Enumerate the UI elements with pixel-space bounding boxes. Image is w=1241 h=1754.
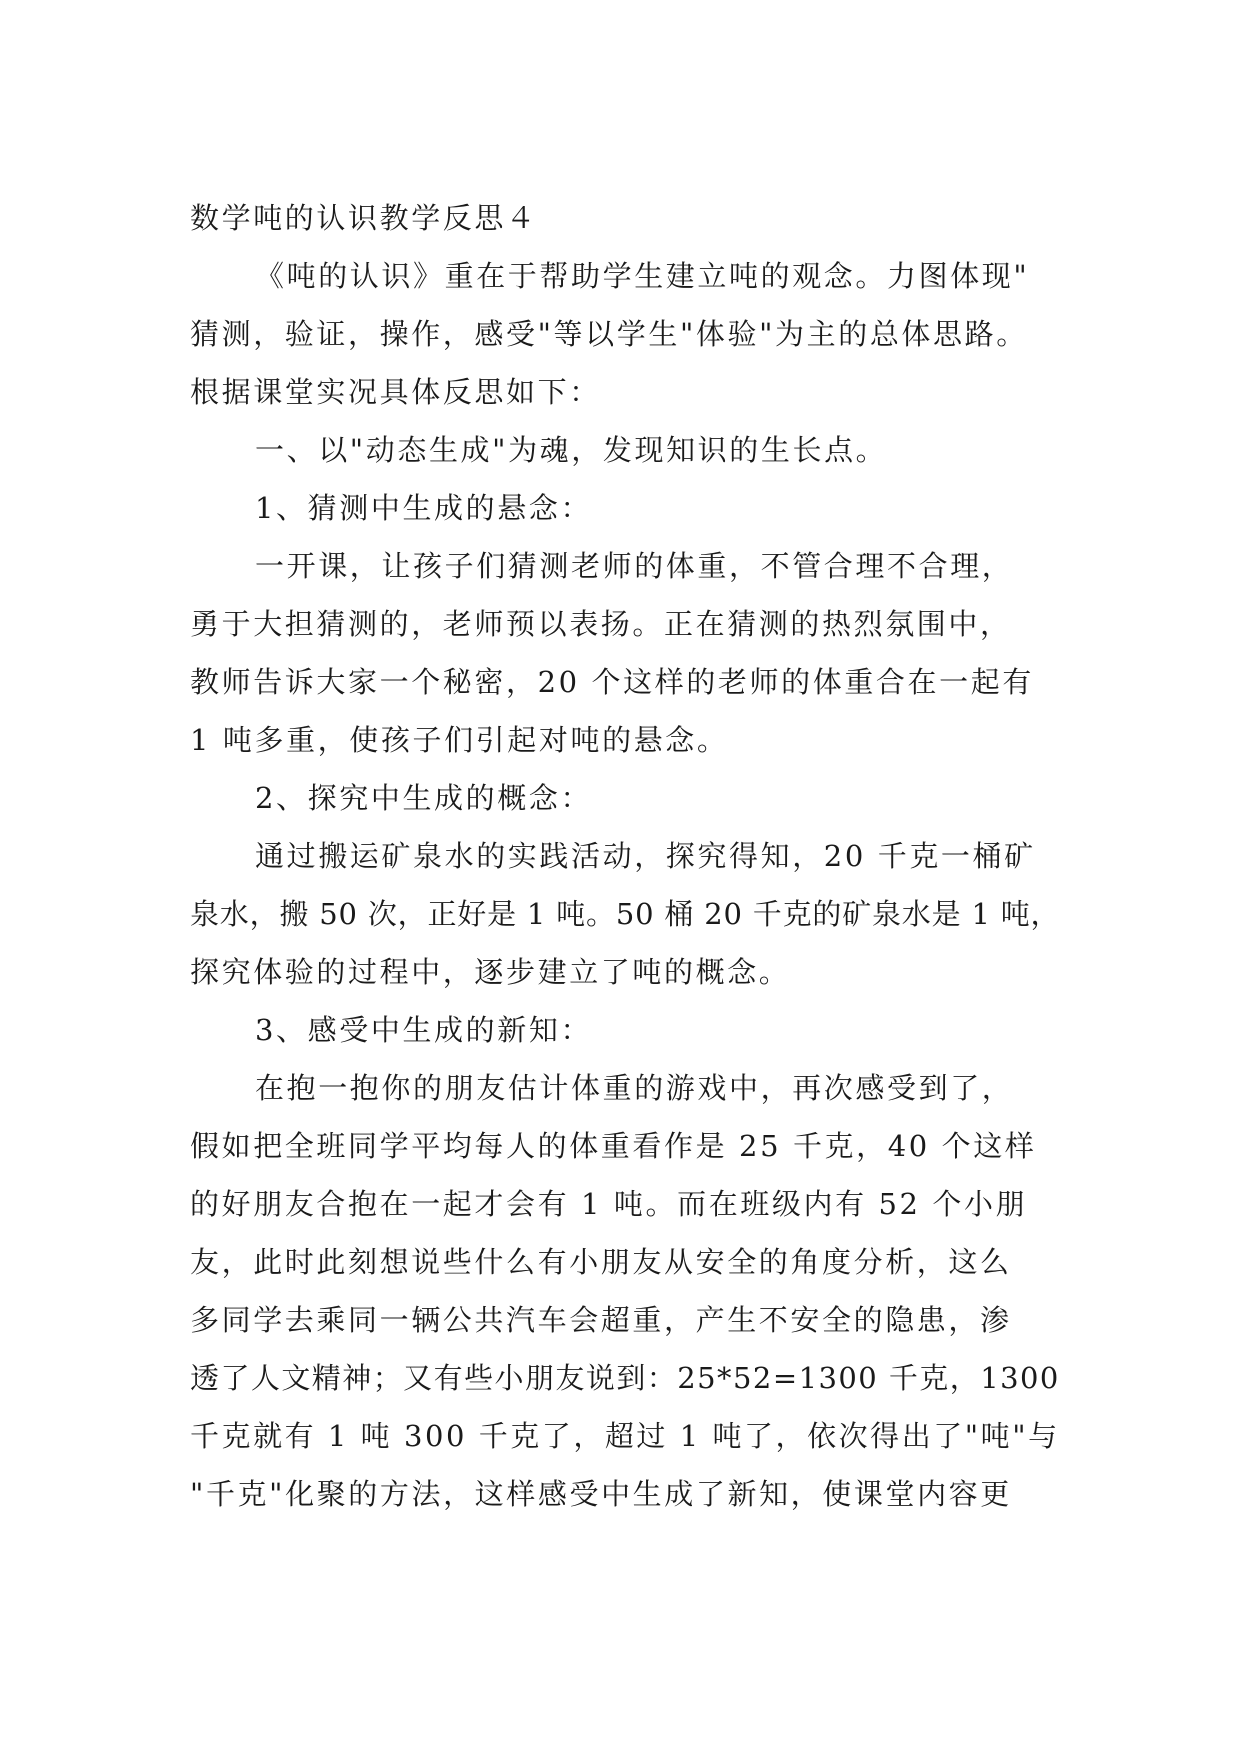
subsection-heading: 2、探究中生成的概念：: [255, 781, 593, 815]
paragraph-line: 泉水，搬 50 次，正好是 1 吨。50 桶 20 千克的矿泉水是 1 吨，: [190, 897, 1061, 931]
paragraph-line: 通过搬运矿泉水的实践活动，探究得知，20 千克一桶矿: [255, 839, 1036, 873]
paragraph-line: 《吨的认识》重在于帮助学生建立吨的观念。力图体现": [255, 259, 1030, 293]
paragraph-line: 勇于大担猜测的，老师预以表扬。正在猜测的热烈氛围中，: [190, 607, 1012, 641]
paragraph-line: 假如把全班同学平均每人的体重看作是 25 千克，40 个这样: [190, 1129, 1037, 1163]
paragraph-line: 透了人文精神；又有些小朋友说到：25*52=1300 千克，1300: [190, 1361, 1060, 1395]
section-heading: 一、以"动态生成"为魂，发现知识的生长点。: [255, 433, 888, 467]
document-title: 数学吨的认识教学反思４: [190, 201, 538, 235]
paragraph-line: 探究体验的过程中，逐步建立了吨的概念。: [190, 955, 791, 989]
subsection-heading: 3、感受中生成的新知：: [255, 1013, 593, 1047]
subsection-heading: 1、猜测中生成的悬念：: [255, 491, 593, 525]
paragraph-line: 一开课，让孩子们猜测老师的体重，不管合理不合理，: [255, 549, 1014, 583]
paragraph-line: 教师告诉大家一个秘密，20 个这样的老师的体重合在一起有: [190, 665, 1034, 699]
paragraph-line: 的好朋友合抱在一起才会有 1 吨。而在班级内有 52 个小朋: [190, 1187, 1028, 1221]
paragraph-line: 千克就有 1 吨 300 千克了，超过 1 吨了，依次得出了"吨"与: [190, 1419, 1060, 1453]
paragraph-line: "千克"化聚的方法，这样感受中生成了新知，使课堂内容更: [190, 1477, 1012, 1511]
paragraph-line: 友，此时此刻想说些什么有小朋友从安全的角度分析，这么: [190, 1245, 1012, 1279]
paragraph-line: 根据课堂实况具体反思如下：: [190, 375, 601, 409]
paragraph-line: 在抱一抱你的朋友估计体重的游戏中，再次感受到了，: [255, 1071, 1014, 1105]
paragraph-line: 猜测，验证，操作，感受"等以学生"体验"为主的总体思路。: [190, 317, 1028, 351]
paragraph-line: 1 吨多重，使孩子们引起对吨的悬念。: [190, 723, 729, 757]
paragraph-line: 多同学去乘同一辆公共汽车会超重，产生不安全的隐患，渗: [190, 1303, 1012, 1337]
